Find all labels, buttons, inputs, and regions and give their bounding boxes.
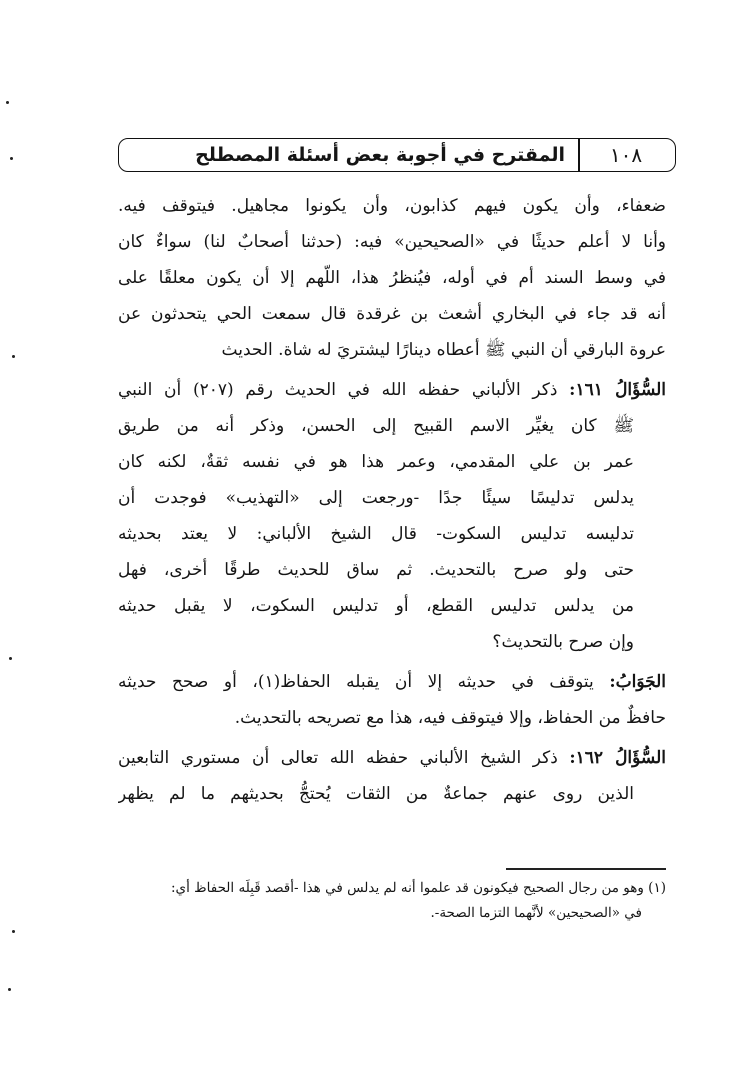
scan-speck [9, 657, 12, 660]
scan-speck [6, 101, 9, 104]
question-161-text: ذكر الألباني حفظه الله في الحديث رقم (٢٠٧) أن النبي [118, 380, 558, 400]
answer-161-label: الجَوَابُ: [609, 672, 666, 692]
answer-161-first-line [118, 664, 666, 700]
question-161-line: من يدلس تدليس القطع، أو تدليس السكوت، لا يقبل حديثه [118, 596, 634, 616]
body-text [118, 188, 666, 812]
text-line: وأنا لا أعلم حديثًا في «الصحيحين» فيه: (حدثنا أصحابٌ لنا) سواءٌ كان [118, 232, 666, 252]
running-title: المقترح في أجوبة بعض أسئلة المصطلح [195, 144, 565, 166]
question-162-text: ذكر الشيخ الألباني حفظه الله تعالى أن مستوري التابعين [118, 748, 558, 768]
scan-speck [10, 157, 13, 160]
question-162-first-line [118, 740, 666, 776]
text-line: ضعفاء، وأن يكون فيهم كذابون، وأن يكونوا مجاهيل. فيتوقف فيه. [118, 196, 666, 216]
answer-161-text: يتوقف في حديثه إلا أن يقبله الحفاظ(١)، أو صحح حديثه [118, 672, 594, 692]
scan-speck [12, 930, 15, 933]
question-161-label: السُّؤَالُ ١٦١: [569, 380, 666, 400]
question-161-line: يدلس تدليسًا سيئًا جدًا -ورجعت إلى «التهذيب» فوجدت أن [118, 488, 634, 508]
question-162-line: الذين روى عنهم جماعةٌ من الثقات يُحتجُّ بحديثهم ما لم يظهر [118, 784, 634, 804]
question-161-line: عمر بن علي المقدمي، وعمر هذا هو في نفسه ثقةٌ، لكنه كان [118, 452, 634, 472]
answer-161-line: حافظٌ من الحفاظ، وإلا فيتوقف فيه، هذا مع تصريحه بالتحديث. [234, 708, 666, 728]
text-line: في وسط السند أم في أوله، فيُنظرُ هذا، اللّهم إلا أن يكون معلقًا على [118, 268, 666, 288]
footnote-rule [506, 868, 666, 870]
footnote-line: في «الصحيحين» لأنَّهما التزما الصحة-. [430, 905, 642, 921]
footnote-line: (١) وهو من رجال الصحيح فيكونون قد علموا أنه لم يدلس في هذا -أقصد قَبِلَه الحفاظ أي: [171, 880, 666, 896]
question-161-first-line [118, 372, 666, 408]
question-161-line: تدليسه تدليس السكوت- قال الشيخ الألباني: لا يعتد بحديثه [118, 524, 634, 544]
question-162-label: السُّؤَالُ ١٦٢: [569, 748, 666, 768]
text-line: أنه قد جاء في البخاري أشعث بن غرقدة قال سمعت الحي يتحدثون عن [118, 304, 666, 324]
page-number: ١٠٨ [609, 143, 643, 167]
footnote [118, 876, 666, 926]
scan-speck [8, 988, 11, 991]
scan-speck [12, 355, 15, 358]
question-161-line: وإن صرح بالتحديث؟ [492, 632, 634, 652]
question-161-line: ﷺ كان يغيِّر الاسم القبيح إلى الحسن، وذكر أنه من طريق [118, 416, 634, 436]
question-161-line: حتى ولو صرح بالتحديث. ثم ساق للحديث طرقًا أخرى، فهل [118, 560, 634, 580]
text-line: عروة البارقي أن النبي ﷺ أعطاه دينارًا ليشتريَ له شاة. الحديث [221, 340, 666, 360]
header-divider [578, 138, 580, 172]
